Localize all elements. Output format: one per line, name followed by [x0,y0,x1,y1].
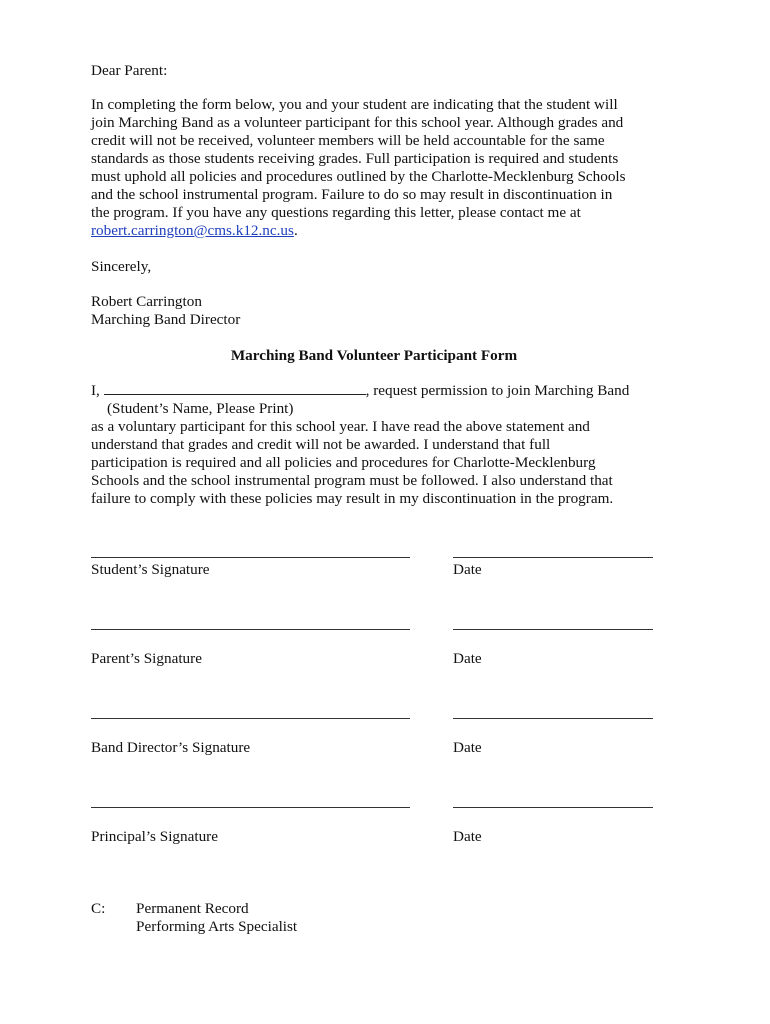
letter-line: credit will not be received, volunteer members will be held accountable for the same [91,132,605,149]
principal-date-label: Date [453,828,482,845]
parent-signature-line[interactable] [91,629,410,630]
director-signature-line[interactable] [91,718,410,719]
student-date-label: Date [453,561,482,578]
closing: Sincerely, [91,258,152,275]
salutation: Dear Parent: [91,62,168,79]
form-line: failure to comply with these policies may result in my discontinuation in the program. [91,490,614,507]
form-line: understand that grades and credit will not be awarded. I understand that full [91,436,551,453]
parent-date-line[interactable] [453,629,653,630]
letter-line: the program. If you have any questions regarding this letter, please contact me at [91,204,581,221]
cc-recipient: Permanent Record [136,900,249,917]
principal-signature-line[interactable] [91,807,410,808]
letter-line: In completing the form below, you and your student are indicating that the student will [91,96,618,113]
form-title: Marching Band Volunteer Participant Form [230,347,518,364]
letter-line: join Marching Band as a volunteer participant for this school year. Although grades and [91,114,624,131]
email-line [91,222,626,240]
letter-line: and the school instrumental program. Failure to do so may result in discontinuation in [91,186,613,203]
cc-label: C: [91,900,106,917]
student-name-blank[interactable] [104,382,366,395]
principal-date-line[interactable] [453,807,653,808]
director-date-label: Date [453,739,482,756]
director-signature-label: Band Director’s Signature [91,739,251,756]
form-body [91,418,613,508]
name-line-prefix: I, [91,382,100,399]
name-line-suffix: , request permission to join Marching Band [365,382,630,399]
letter-line: must uphold all policies and procedures outlined by the Charlotte-Mecklenburg Schools [91,168,626,185]
signer-title: Marching Band Director [91,311,241,328]
parent-date-label: Date [453,650,482,667]
form-line: as a voluntary participant for this school year. I have read the above statement and [91,418,590,435]
director-date-line[interactable] [453,718,653,719]
parent-signature-label: Parent’s Signature [91,650,202,667]
name-line [91,382,629,400]
letter-body [91,96,626,240]
letter-line: standards as those students receiving grades. Full participation is required and students [91,150,619,167]
student-signature-line[interactable] [91,557,410,558]
name-hint: (Student’s Name, Please Print) [107,400,294,417]
signer-name: Robert Carrington [91,293,202,310]
form-line: participation is required and all policies and procedures for Charlotte-Mecklenburg [91,454,596,471]
student-signature-label: Student’s Signature [91,561,210,578]
form-line: Schools and the school instrumental program must be followed. I also understand that [91,472,613,489]
email-suffix: . [293,222,298,239]
principal-signature-label: Principal’s Signature [91,828,218,845]
student-date-line[interactable] [453,557,653,558]
email-link[interactable]: robert.carrington@cms.k12.nc.us [91,222,294,239]
cc-recipient: Performing Arts Specialist [136,918,298,935]
